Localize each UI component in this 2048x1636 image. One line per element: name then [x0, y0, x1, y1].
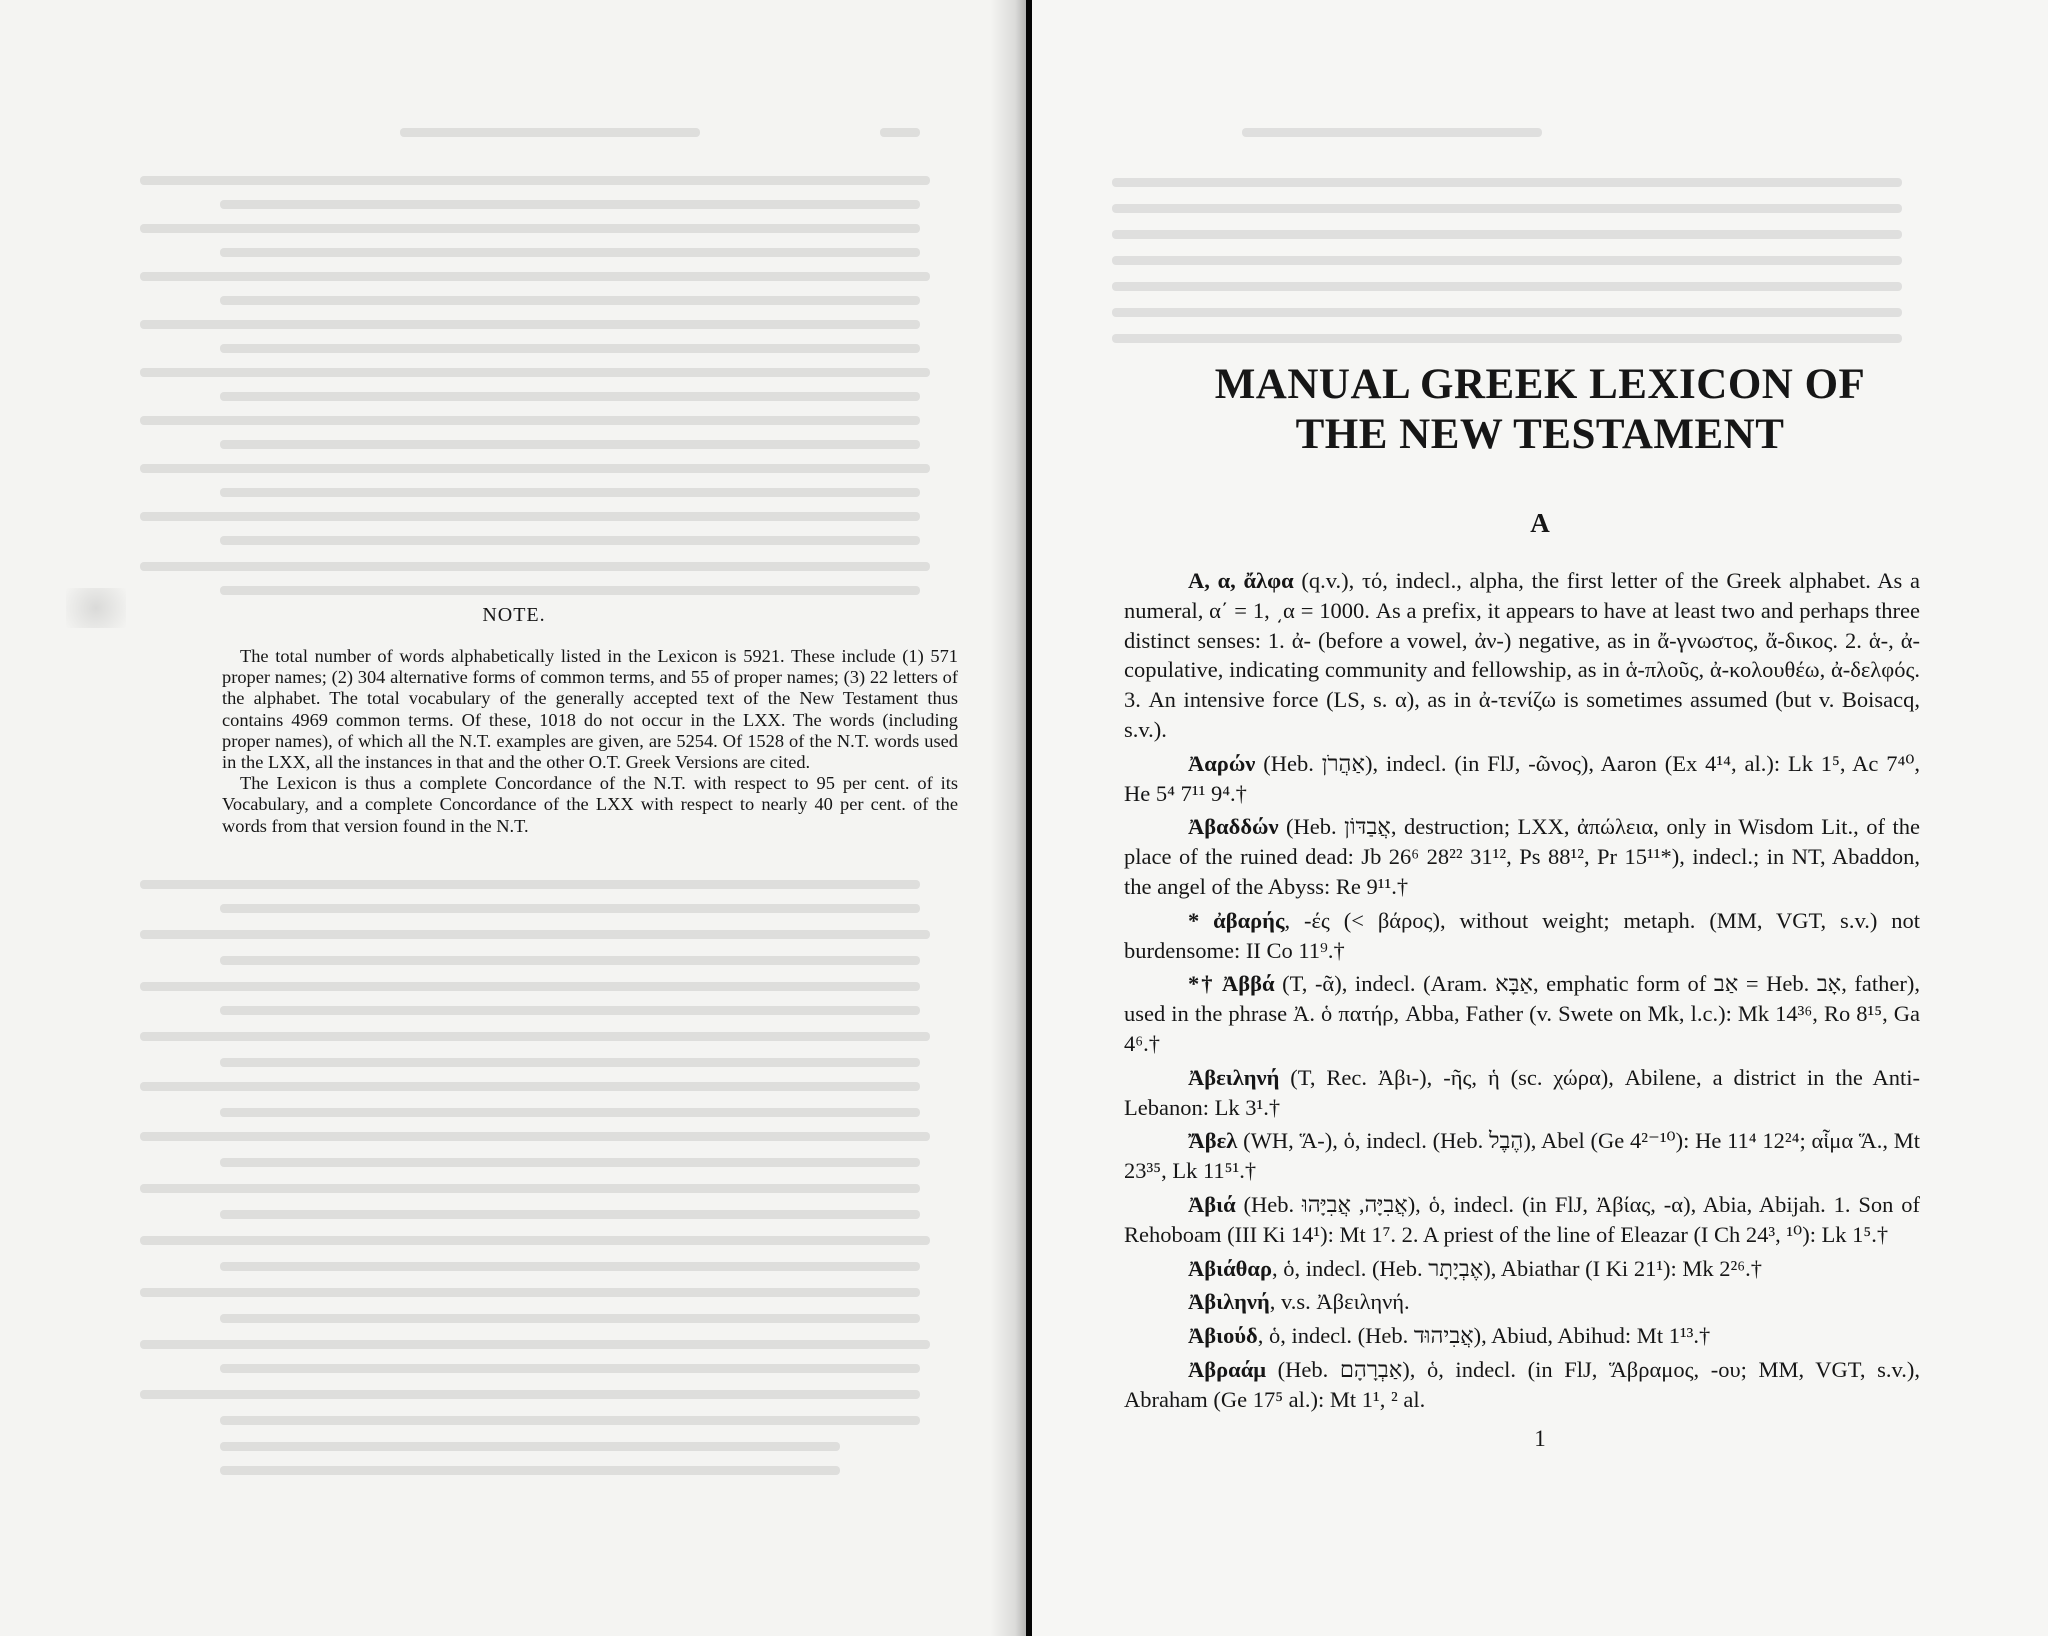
lexicon-entry — [1124, 1321, 1920, 1351]
lexicon-entry — [1124, 812, 1920, 901]
entry-headword: Ἀβειληνή — [1188, 1064, 1280, 1090]
lexicon-entry — [1124, 906, 1920, 966]
lexicon-entry — [1124, 1355, 1920, 1415]
entry-text: (Heb. אַהֲרֹן), indecl. (in FlJ, -ῶνος), Aaron (Ex 4¹⁴, al.): Lk 1⁵, Ac 7⁴⁰, He 5⁴ 7¹¹ 9⁴.† — [1124, 750, 1921, 806]
note-heading: NOTE. — [482, 604, 546, 626]
entry-headword: * ἀβαρής — [1188, 907, 1285, 933]
entry-text: , -ές (< βάρος), without weight; metaph. (MM, VGT, s.v.) not burdensome: II Co 11⁹.† — [1124, 907, 1921, 963]
entry-headword: *† Ἀββά — [1188, 971, 1275, 997]
entry-headword: Ἀβιάθαρ — [1188, 1255, 1272, 1281]
lexicon-entry — [1124, 749, 1920, 809]
lexicon-entries — [1124, 566, 1920, 1419]
entry-headword: Ἀβαδδών — [1188, 814, 1279, 840]
lexicon-entry — [1124, 1126, 1920, 1186]
entry-text: , ὁ, indecl. (Heb. אֶבְיָתָר), Abiathar (I Ki 21¹): Mk 2²⁶.† — [1271, 1255, 1763, 1281]
page-number: 1 — [1534, 1426, 1546, 1451]
entry-text: , v.s. Ἀβειληνή. — [1269, 1289, 1410, 1315]
lexicon-entry — [1124, 1254, 1920, 1284]
entry-text: , ὁ, indecl. (Heb. אֲבִיהוּד), Abiud, Abihud: Mt 1¹³.† — [1257, 1323, 1711, 1349]
book-title-line: THE NEW TESTAMENT — [1295, 411, 1785, 458]
note-paragraph: The Lexicon is thus a complete Concordance of the N.T. with respect to 95 per cent. of its Vocabulary, and a complete Concordance of the LXX with respect to nearly 40 per cent. of the words from that version found in the N.T. — [222, 773, 958, 836]
entry-text: (q.v.), τό, indecl., alpha, the first letter of the Greek alphabet. As a numeral, α΄ = 1, ͵α = 1000. As a prefix, it appears to have at least two and perhaps three distinct senses: 1. ἀ- (before a vowel, ἀν-) negative, as in ἄ-γνωστος, ἄ-δικος. 2. ἁ-, ἀ- copulative, indicating community and fellowship, as in ἁ-πλοῦς, ἀ-κολουθέω, ἀ-δελφός. 3. An intensive force (LS, s. α), as in ἀ-τενίζω is sometimes assumed (but v. Boisacq, s.v.). — [1124, 568, 1921, 742]
entry-headword: Ἀβιληνή — [1188, 1289, 1270, 1315]
entry-text: (T, Rec. Ἀβι-), -ῆς, ἡ (sc. χώρα), Abilene, a district in the Anti-Lebanon: Lk 3¹.† — [1124, 1064, 1920, 1120]
note-body — [222, 646, 958, 837]
entry-text: (Heb. אֲבַדּוֹן, destruction; LXX, ἀπώλεια, only in Wisdom Lit., of the place of the ruined dead: Jb 26⁶ 28²² 31¹², Ps 88¹², Pr 15¹¹*), indecl.; in NT, Abaddon, the angel of the Abyss: Re 9¹¹.† — [1124, 814, 1920, 899]
note-paragraph: The total number of words alphabetically listed in the Lexicon is 5921. These include (1) 571 proper names; (2) 304 alternative forms of common terms, and 55 of proper names; (3) 22 letters of the alphabet. The total vocabulary of the generally accepted text of the New Testament thus contains 4969 common terms. Of these, 1018 do not occur in the LXX. The words (including proper names), of which all the N.T. examples are given, are 5254. Of 1528 of the N.T. words used in the LXX, all the instances in that and the other O.T. Greek Versions are cited. — [222, 646, 958, 773]
lexicon-entry — [1124, 1063, 1920, 1123]
entry-headword: Ἄβελ — [1188, 1128, 1238, 1154]
book-title — [1032, 360, 2048, 460]
letter-heading: A — [1530, 508, 1550, 538]
entry-headword: Ἀβιά — [1188, 1191, 1236, 1217]
book-title-line: MANUAL GREEK LEXICON OF — [1214, 361, 1866, 408]
entry-headword: Ἀβιούδ — [1188, 1323, 1258, 1349]
entry-text: (Heb. אֲבִיָּה, אֲבִיָּהוּ), ὁ, indecl. (in FlJ, Ἀβίας, -α), Abia, Abijah. 1. Son of Rehoboam (III Ki 14¹): Mt 1⁷. 2. A priest of the line of Eleazar (I Ch 24³, ¹⁰): Lk 1⁵.† — [1124, 1191, 1921, 1247]
lexicon-entry — [1124, 1190, 1920, 1250]
lexicon-entry — [1124, 1287, 1920, 1317]
page-gutter-shadow — [990, 0, 1028, 1636]
entry-text: (T, -ᾶ), indecl. (Aram. אַבָּא, emphatic form of אַב = Heb. אָב, father), used in the phrase Ἀ. ὁ πατήρ, Abba, Father (v. Swete on Mk, l.c.): Mk 14³⁶, Ro 8¹⁵, Ga 4⁶.† — [1124, 971, 1921, 1056]
entry-headword: A, α, ἄλφα — [1188, 568, 1294, 593]
entry-text: (WH, Ἅ-), ὁ, indecl. (Heb. הֶבֶל), Abel (Ge 4²⁻¹⁰): He 11⁴ 12²⁴; αἷμα Ἅ., Mt 23³⁵, Lk 11⁵¹.† — [1124, 1128, 1920, 1184]
entry-text: (Heb. אַבְרָהָם), ὁ, indecl. (in FlJ, Ἅβραμος, -ου; MM, VGT, s.v.), Abraham (Ge 17⁵ al.): Mt 1¹, ² al. — [1124, 1356, 1920, 1412]
right-page — [1032, 0, 2048, 1636]
lexicon-entry — [1124, 566, 1920, 745]
entry-headword: Ἀαρών — [1188, 750, 1256, 776]
entry-headword: Ἀβραάμ — [1188, 1356, 1267, 1382]
lexicon-entry — [1124, 969, 1920, 1058]
